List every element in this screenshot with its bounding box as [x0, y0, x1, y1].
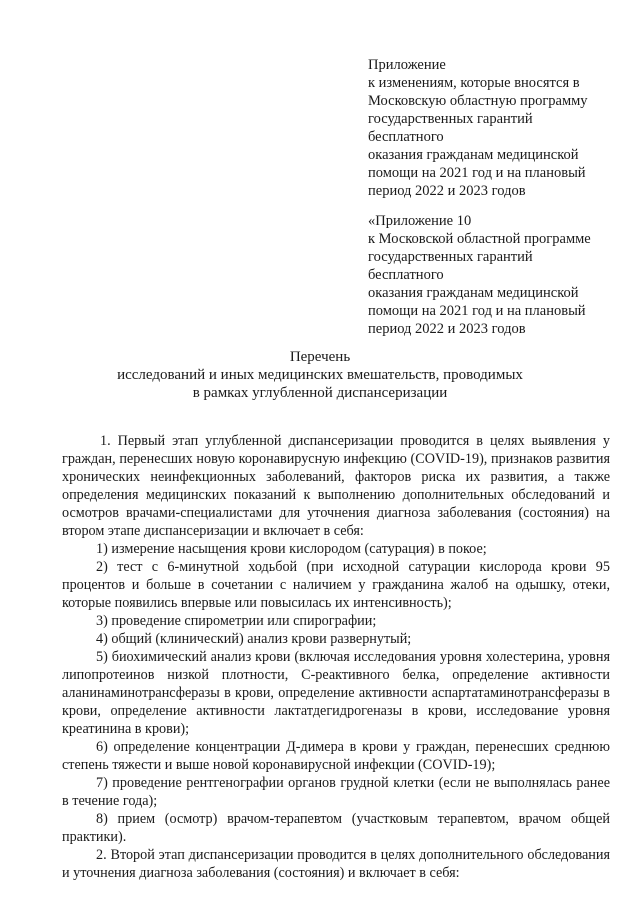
title-subheading: в рамках углубленной диспансеризации [192, 385, 448, 401]
annex-10-line: бесплатного [368, 267, 444, 283]
annex-header-line: период 2022 и 2023 годов [368, 183, 526, 199]
annex-header-line: помощи на 2021 год и на плановый [368, 165, 586, 181]
annex-header-line: Московскую областную программу [368, 93, 588, 109]
annex-10-line: оказания гражданам медицинской [368, 285, 579, 301]
list-item: 1) измерение насыщения крови кислородом (сатурация) в покое; [96, 541, 487, 557]
annex-header-line: бесплатного [368, 129, 444, 145]
annex-10-line: «Приложение 10 [368, 213, 472, 229]
list-item: 8) прием (осмотр) врачом-терапевтом (участковым терапевтом, врачом общей практики). [62, 811, 610, 845]
list-item: 5) биохимический анализ крови (включая исследования уровня холестерина, уровня липопротеинов низкой плотности, С-реактивного белка, определение активности аланинаминотрансферазы в крови, определение активности аспартатаминотрансферазы в крови, определение активности лактатдегидрогеназы в крови, исследование уровня креатинина в крови); [62, 649, 610, 737]
list-item: 2) тест с 6-минутной ходьбой (при исходной сатурации кислорода крови 95 процентов и больше в сочетании с наличием у гражданина жалоб на одышку, отеки, которые появились впервые или повысилась их интенсивность); [62, 559, 610, 611]
paragraph-stage-1: 1. Первый этап углубленной диспансеризации проводится в целях выявления у граждан, перенесших новую коронавирусную инфекцию (COVID-19), признаков развития хронических неинфекционных заболеваний, факторов риска их развития, а также определения медицинских показаний к выполнению дополнительных обследований и осмотров врачами-специалистами для уточнения диагноза заболевания (состояния) на втором этапе диспансеризации и включает в себя: [62, 433, 610, 539]
document-title [60, 348, 580, 402]
list-item: 6) определение концентрации Д-димера в крови у граждан, перенесших среднюю степень тяжести и выше новой коронавирусной инфекции (COVID-19); [62, 739, 610, 773]
list-item: 7) проведение рентгенографии органов грудной клетки (если не выполнялась ранее в течение года); [62, 775, 610, 809]
annex-10-block [368, 212, 628, 338]
annex-10-line: помощи на 2021 год и на плановый [368, 303, 586, 319]
annex-header-line: оказания гражданам медицинской [368, 147, 579, 163]
annex-header-line: к изменениям, которые вносятся в [368, 75, 580, 91]
document-body [62, 432, 610, 882]
paragraph-stage-2: 2. Второй этап диспансеризации проводится в целях дополнительного обследования и уточнения диагноза заболевания (состояния) и включает в себя: [62, 847, 610, 881]
annex-header-line: государственных гарантий [368, 111, 533, 127]
annex-header-block [368, 56, 628, 200]
title-heading: Перечень [289, 349, 351, 365]
annex-10-line: период 2022 и 2023 годов [368, 321, 526, 337]
list-item: 4) общий (клинический) анализ крови развернутый; [96, 631, 412, 647]
title-subheading: исследований и иных медицинских вмешательств, проводимых [117, 367, 523, 383]
annex-header-line: Приложение [368, 57, 446, 73]
annex-10-line: государственных гарантий [368, 249, 533, 265]
annex-10-line: к Московской областной программе [368, 231, 591, 247]
list-item: 3) проведение спирометрии или спирографии; [96, 613, 377, 629]
